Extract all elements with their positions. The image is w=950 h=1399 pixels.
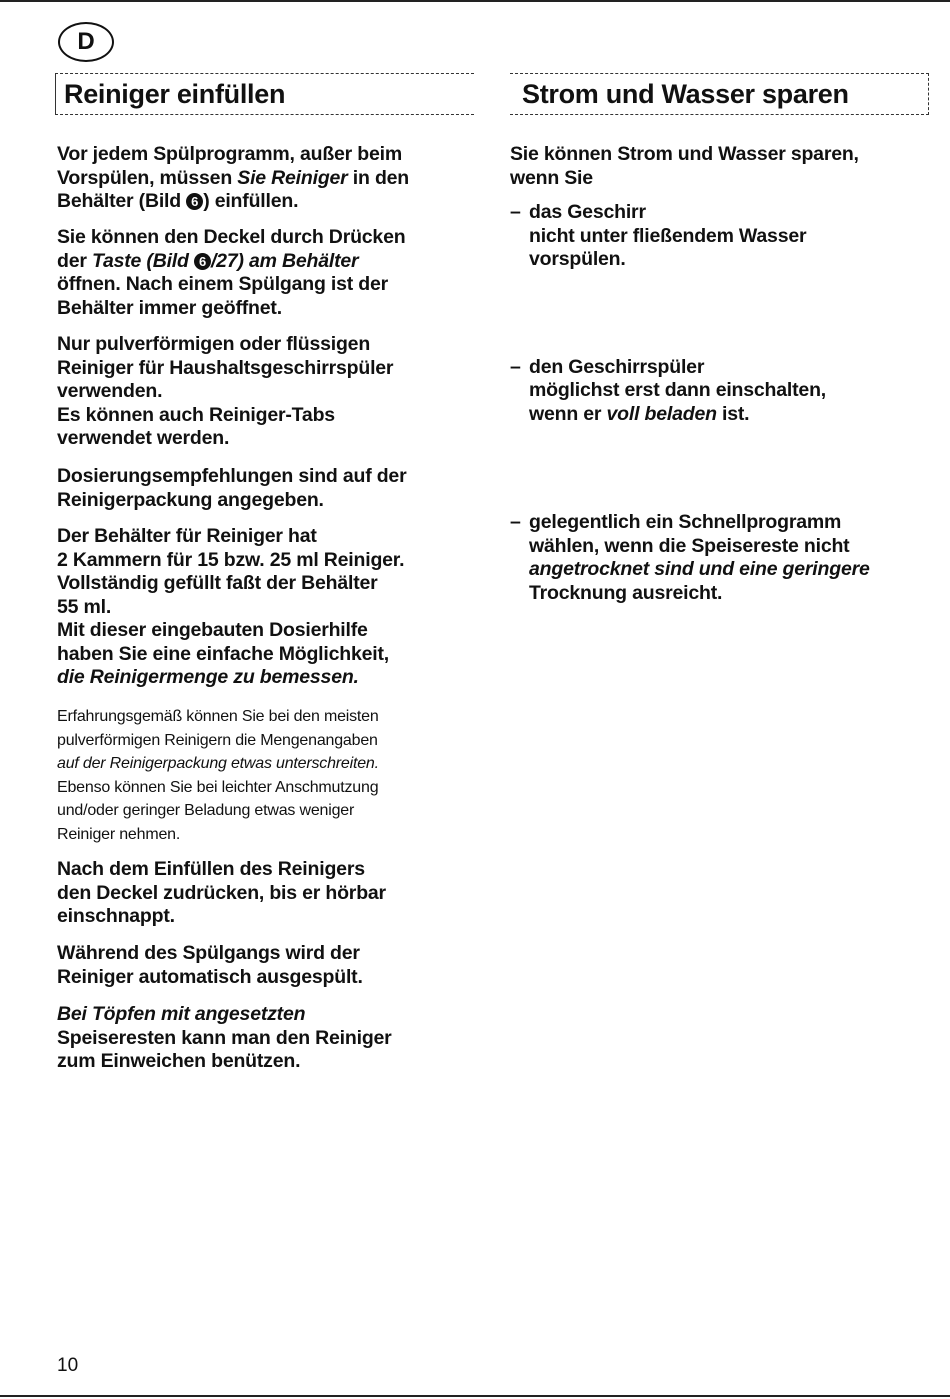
text-line: Behälter immer geöffnet. bbox=[57, 296, 282, 319]
language-badge: D bbox=[58, 22, 114, 62]
dash-bullet: – bbox=[510, 201, 521, 223]
text: Taste (Bild bbox=[91, 249, 194, 272]
text-line: öffnen. Nach einem Spülgang ist der bbox=[57, 273, 389, 295]
text-line: Erfahrungsgemäß können Sie bei den meisten bbox=[57, 708, 379, 725]
text-line: pulverförmigen Reinigern die Mengenangaben bbox=[57, 731, 378, 749]
text-line: den Deckel zudrücken, bis er hörbar bbox=[57, 881, 386, 904]
paragraph bbox=[57, 858, 386, 929]
right-heading-box bbox=[510, 73, 929, 115]
list-item bbox=[510, 201, 950, 272]
text-line: verwenden. bbox=[57, 380, 163, 402]
text: in den bbox=[347, 166, 410, 189]
text-line: Bei Töpfen mit angesetzten bbox=[57, 1003, 306, 1025]
page-number: 10 bbox=[57, 1355, 79, 1376]
text-line: haben Sie eine einfache Möglichkeit, bbox=[57, 642, 389, 665]
text-line: Reiniger automatisch ausgespült. bbox=[57, 965, 363, 988]
text: der bbox=[57, 249, 92, 272]
text-line: Es können auch Reiniger-Tabs bbox=[57, 403, 335, 426]
text: Sie Reiniger bbox=[237, 166, 348, 189]
text-line: möglichst erst dann einschalten, bbox=[529, 379, 827, 401]
text-line: den Geschirrspüler bbox=[529, 355, 705, 378]
text-line: vorspülen. bbox=[529, 248, 626, 270]
paragraph bbox=[57, 942, 363, 989]
paragraph bbox=[57, 143, 409, 214]
text: /27) am Behälter bbox=[210, 249, 359, 272]
text: Vorspülen, müssen bbox=[57, 166, 238, 189]
text-line: Speiseresten kann man den Reiniger bbox=[57, 1026, 392, 1049]
text-line: wenn Sie bbox=[510, 166, 593, 189]
text-line: verwendet werden. bbox=[57, 427, 230, 449]
list-item bbox=[510, 356, 950, 427]
text-line: Vor jedem Spülprogramm, außer beim bbox=[57, 143, 402, 165]
text-line: nicht unter fließendem Wasser bbox=[529, 224, 807, 247]
text-line: Reiniger nehmen. bbox=[57, 825, 181, 843]
text-line: auf der Reinigerpackung etwas unterschreiten. bbox=[57, 755, 379, 772]
text-line bbox=[57, 167, 409, 191]
text-line bbox=[529, 403, 950, 427]
left-heading-box bbox=[55, 73, 474, 115]
text-line: Nur pulverförmigen oder flüssigen bbox=[57, 333, 371, 355]
text-line: Nach dem Einfüllen des Reinigers bbox=[57, 858, 365, 880]
text: ist. bbox=[716, 402, 750, 425]
text: voll beladen bbox=[606, 402, 717, 425]
paragraph bbox=[57, 525, 404, 690]
heading-strom-wasser-sparen: Strom und Wasser sparen bbox=[522, 79, 849, 109]
text-line: Sie können den Deckel durch Drücken bbox=[57, 226, 406, 248]
text-line bbox=[57, 250, 405, 274]
text-line: angetrocknet sind und eine geringere bbox=[529, 558, 870, 580]
text-line: Dosierungsempfehlungen sind auf der bbox=[57, 465, 407, 487]
text-line: Reinigerpackung angegeben. bbox=[57, 488, 324, 511]
text-line: Mit dieser eingebauten Dosierhilfe bbox=[57, 619, 368, 641]
text-line: zum Einweichen benützen. bbox=[57, 1050, 301, 1072]
text-line: 2 Kammern für 15 bzw. 25 ml Reiniger. bbox=[57, 548, 405, 571]
text: Behälter (Bild bbox=[57, 190, 187, 212]
text-line: Während des Spülgangs wird der bbox=[57, 942, 360, 964]
text-line: die Reinigermenge zu bemessen. bbox=[57, 666, 359, 688]
paragraph bbox=[57, 333, 393, 451]
bottom-rule bbox=[0, 1395, 950, 1397]
text-line bbox=[57, 190, 409, 214]
text-line: das Geschirr bbox=[529, 201, 646, 223]
text-line: und/oder geringer Beladung etwas weniger bbox=[57, 802, 355, 819]
text-line: Der Behälter für Reiniger hat bbox=[57, 525, 317, 547]
figure-ref-badge: 6 bbox=[186, 193, 203, 210]
paragraph bbox=[57, 465, 406, 512]
intro-paragraph bbox=[510, 143, 859, 190]
text-line: gelegentlich ein Schnellprogramm bbox=[529, 511, 842, 533]
dash-bullet: – bbox=[510, 355, 521, 378]
text: ) einfüllen. bbox=[203, 190, 299, 212]
text-line: 55 ml. bbox=[57, 595, 112, 618]
heading-reiniger-einfuellen: Reiniger einfüllen bbox=[64, 79, 286, 109]
text-line: Reiniger für Haushaltsgeschirrspüler bbox=[57, 356, 394, 379]
paragraph bbox=[57, 226, 405, 320]
paragraph bbox=[57, 1003, 392, 1074]
top-rule bbox=[0, 0, 950, 2]
text: wenn er bbox=[529, 402, 607, 425]
text-line: wählen, wenn die Speisereste nicht bbox=[529, 534, 850, 557]
list-item bbox=[510, 511, 950, 605]
text-line: Trocknung ausreicht. bbox=[529, 581, 723, 604]
note-paragraph bbox=[57, 705, 379, 846]
figure-ref-badge: 6 bbox=[194, 253, 211, 270]
dash-bullet: – bbox=[510, 511, 521, 533]
text-line: Ebenso können Sie bei leichter Anschmutzung bbox=[57, 778, 379, 796]
text-line: einschnappt. bbox=[57, 905, 175, 927]
text-line: Vollständig gefüllt faßt der Behälter bbox=[57, 572, 378, 594]
text-line: Sie können Strom und Wasser sparen, bbox=[510, 143, 859, 165]
